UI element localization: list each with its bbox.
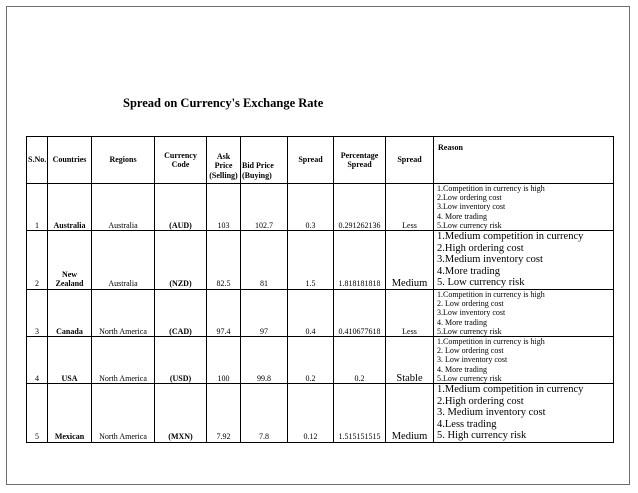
cell-bid-price: 102.7 (241, 184, 288, 231)
header-ask-price: Ask Price (Selling) (207, 137, 241, 184)
cell-region: North America (92, 289, 155, 336)
cell-ask-price: 100 (207, 337, 241, 384)
cell-bid-price: 97 (241, 289, 288, 336)
reason-line: 3.Low inventory cost (437, 308, 506, 318)
cell-country: New Zealand (48, 231, 92, 290)
table-row (27, 231, 614, 290)
cell-region: North America (92, 337, 155, 384)
cell-sno: 1 (27, 184, 48, 231)
cell-bid-price: 81 (241, 231, 288, 290)
reason-line: 5.Low currency risk (437, 373, 502, 383)
cell-spread-level: Less (386, 289, 434, 336)
currency-spread-table (26, 136, 614, 443)
cell-ask-price: 97.4 (207, 289, 241, 336)
table-row (27, 289, 614, 336)
cell-region: North America (92, 384, 155, 443)
cell-percentage-spread: 1.515151515 (334, 384, 386, 443)
reason-line: 1.Competition in currency is high (437, 337, 545, 346)
cell-spread: 0.2 (288, 337, 334, 384)
table-row (27, 384, 614, 443)
reason-line: 2.High ordering cost (437, 395, 524, 407)
cell-spread-level: Stable (386, 337, 434, 384)
header-percentage-spread: Percentage Spread (334, 137, 386, 184)
cell-bid-price: 99.8 (241, 337, 288, 384)
reason-line: 3. Low inventory cost (437, 355, 508, 365)
cell-country: Mexican (48, 384, 92, 443)
cell-spread: 0.4 (288, 289, 334, 336)
cell-percentage-spread: 1.818181818 (334, 231, 386, 290)
header-reason: Reason (434, 137, 614, 184)
reason-line: 2.Low ordering cost (437, 193, 502, 203)
cell-percentage-spread: 0.291262136 (334, 184, 386, 231)
reason-line: 4.Less trading (437, 418, 497, 430)
cell-ask-price: 82.5 (207, 231, 241, 290)
cell-ask-price: 103 (207, 184, 241, 231)
cell-region: Australia (92, 184, 155, 231)
cell-reason (434, 384, 614, 443)
reason-line: 1.Medium competition in currency (437, 231, 584, 243)
table-row (27, 337, 614, 384)
header-currency-code: Currency Code (155, 137, 207, 184)
reason-line: 2. Low ordering cost (437, 346, 504, 356)
table-row (27, 184, 614, 231)
cell-region: Australia (92, 231, 155, 290)
reason-line: 4. More trading (437, 211, 487, 221)
cell-bid-price: 7.8 (241, 384, 288, 443)
cell-spread: 0.12 (288, 384, 334, 443)
cell-sno: 2 (27, 231, 48, 290)
cell-country: Australia (48, 184, 92, 231)
cell-currency-code: (NZD) (155, 231, 207, 290)
cell-sno: 4 (27, 337, 48, 384)
cell-reason (434, 289, 614, 336)
cell-spread: 1.5 (288, 231, 334, 290)
header-countries: Countries (48, 137, 92, 184)
cell-currency-code: (CAD) (155, 289, 207, 336)
header-regions: Regions (92, 137, 155, 184)
reason-line: 1.Competition in currency is high (437, 184, 545, 193)
reason-line: 2.High ordering cost (437, 242, 524, 254)
cell-reason (434, 184, 614, 231)
cell-spread-level: Medium (386, 384, 434, 443)
header-bid-price: Bid Price (Buying) (241, 137, 288, 184)
cell-ask-price: 7.92 (207, 384, 241, 443)
cell-reason (434, 337, 614, 384)
header-sno: S.No. (27, 137, 48, 184)
cell-currency-code: (AUD) (155, 184, 207, 231)
cell-percentage-spread: 0.2 (334, 337, 386, 384)
reason-line: 4. More trading (437, 317, 487, 327)
header-spread: Spread (288, 137, 334, 184)
cell-spread: 0.3 (288, 184, 334, 231)
cell-spread-level: Less (386, 184, 434, 231)
header-spread-level: Spread (386, 137, 434, 184)
cell-country: USA (48, 337, 92, 384)
cell-reason (434, 231, 614, 290)
header-row (27, 137, 614, 184)
cell-currency-code: (MXN) (155, 384, 207, 443)
cell-country: Canada (48, 289, 92, 336)
reason-line: 5.Low currency risk (437, 220, 502, 230)
reason-line: 3.Low inventory cost (437, 202, 506, 212)
reason-line: 1.Medium competition in currency (437, 384, 584, 396)
reason-line: 1.Competition in currency is high (437, 289, 545, 299)
cell-sno: 5 (27, 384, 48, 443)
reason-line: 2. Low ordering cost (437, 299, 504, 309)
cell-sno: 3 (27, 289, 48, 336)
reason-line: 5. High currency risk (437, 430, 527, 442)
page-title: Spread on Currency's Exchange Rate (123, 96, 324, 110)
reason-line: 4. More trading (437, 364, 487, 374)
reason-line: 5. Low currency risk (437, 277, 525, 289)
cell-spread-level: Medium (386, 231, 434, 290)
cell-currency-code: (USD) (155, 337, 207, 384)
cell-percentage-spread: 0.410677618 (334, 289, 386, 336)
reason-line: 5.Low currency risk (437, 326, 502, 336)
reason-line: 4.More trading (437, 265, 500, 277)
reason-line: 3.Medium inventory cost (437, 254, 543, 266)
reason-line: 3. Medium inventory cost (437, 407, 546, 419)
